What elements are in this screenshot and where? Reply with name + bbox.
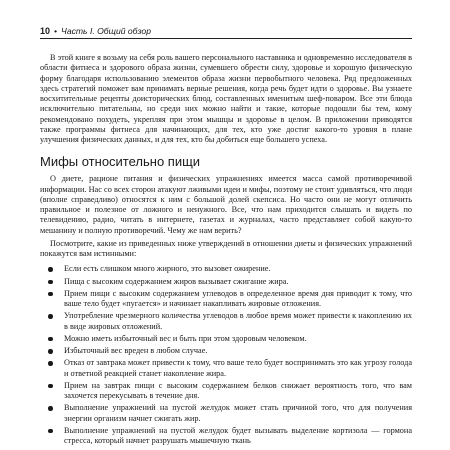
list-item [40, 346, 412, 356]
list-item-text: Употребление чрезмерного количества углеводов в любое время может привести к накоплению их в виде жировых отложений. [64, 311, 412, 331]
bullet-icon [48, 361, 53, 366]
bullet-icon [48, 267, 53, 272]
list-item-text: Прием пищи с высоким содержанием углеводов в определенное время дня приводит к тому, что ваше тело будет «пугается» и начинает накапливать жировые отложения. [64, 288, 412, 308]
list-item [40, 381, 412, 402]
bullet-icon [48, 429, 53, 434]
list-item-text: Пища с высоким содержанием жиров вызывает сжигание жира. [64, 276, 289, 286]
list-item [40, 426, 412, 447]
bullet-icon [48, 314, 53, 319]
list-item-text: Если есть слишком много жирного, это вызовет ожирение. [64, 264, 271, 274]
bullet-icon [48, 406, 53, 411]
list-item [40, 311, 412, 332]
chapter-title: Часть I. Общий обзор [61, 26, 151, 36]
intro-paragraph: В этой книге я возьму на себя роль вашего персонального наставника и одновременно исследователя в области фитнеса и здорового образа жизни, сумевшего обрести силу, здоровье и хорошую физическую форму благодаря использованию элементов образа жизни первобытного человека. Ряд предложенных здесь стратегий поможет вам принимать верные решения, когда речь будет идти о здоровье. Вы узнаете восхитительные рецепты доисторических блюд, составленных именитым шеф-поваром. Все эти блюда исключительно питательны, но среди них можно найти и такие, которые подошли бы тем, кому рекомендовано похудеть, укрепляя при этом мышцы и здоровье в целом. В приложении приводятся также программы фитнеса для начинающих, для тех, кто уже достиг какого-то уровня в плане улучшения физических данных, и для тех, кто бы добиться еще большего успеха. [40, 53, 412, 144]
bullet-icon [48, 349, 53, 354]
list-item-text: Выполнение упражнений на пустой желудок будет вызывать выделение кортизола — гормона стресса, который начнет разрушать мышечную ткань [64, 425, 412, 445]
list-item-text: Можно иметь избыточный вес и быть при этом здоровым человеком. [64, 333, 307, 343]
list-item-text: Прием на завтрак пищи с высоким содержанием белков снижает вероятность того, что вам захочется перекусывать в течение дня. [64, 380, 412, 400]
bullet-icon [48, 292, 53, 297]
list-item [40, 289, 412, 310]
section-paragraph: О диете, рационе питания и физических упражнениях имеется масса самой противоречивой информации. Нас со всех сторон атакуют лживыми идеи и мифы, поэтому не стоит удивляться, что люди (вполне справедливо) относятся к ним с большой долей скепсиса. Но часто они не могут отличить правильное и полезное от ложного и ненужного. Все, что нам приходится слышать и видеть по телевидению, радио, читать в интернете, газетах и журналах, часто представляет собой какую-то мешанину и полную противоречий. Чему же нам верить? [40, 174, 412, 235]
list-item-text: Выполнение упражнений на пустой желудок может стать причиной того, что для получения энергии организм начнет сжигать жир. [64, 403, 412, 423]
list-item [40, 334, 412, 344]
page-number: 10 [40, 26, 51, 36]
list-item-text: Отказ от завтрака может привести к тому, что ваше тело будет воспринимать это как угрозу голода и ответной реакцией станет накопление жира. [64, 358, 412, 378]
list-item [40, 277, 412, 287]
list-item [40, 403, 412, 424]
list-item-text: Избыточный вес вреден в любом случае. [64, 346, 208, 355]
book-page [40, 26, 412, 448]
header-separator: • [54, 26, 58, 36]
bullet-icon [48, 337, 53, 342]
section-paragraph: Посмотрите, какие из приведенных ниже утверждений в отношении диеты и физических упражнений покажутся вам истинными: [40, 238, 412, 258]
list-item [40, 358, 412, 379]
list-item [40, 264, 412, 274]
myth-list [40, 264, 412, 446]
bullet-icon [48, 384, 53, 389]
section-heading: Мифы относительно пищи [40, 154, 201, 170]
running-header [40, 26, 412, 39]
bullet-icon [48, 280, 53, 285]
